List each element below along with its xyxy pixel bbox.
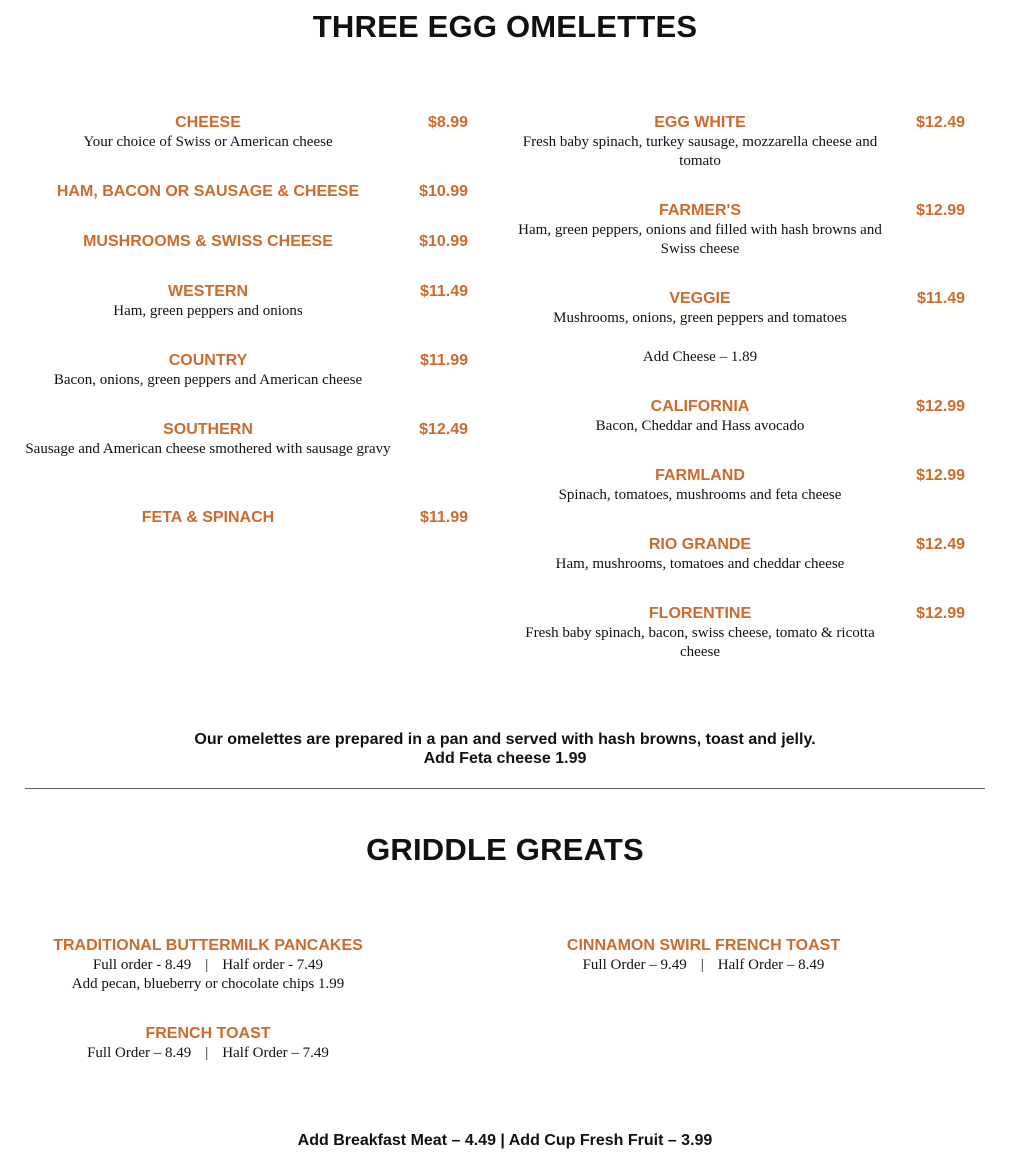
menu-item-california [512,397,977,466]
item-price: $12.49 [916,114,965,131]
veggie-addon: Add Cheese – 1.89 [642,349,758,365]
full-order: Full Order – 8.49 [87,1045,192,1061]
menu-item-ham-bacon-sausage [20,182,480,232]
omelettes-note-line2: Add Feta cheese 1.99 [423,750,587,767]
item-price: $12.99 [916,467,965,484]
item-name: TRADITIONAL BUTTERMILK PANCAKES [53,937,363,954]
item-description: Fresh baby spinach, turkey sausage, mozzarella cheese and tomato [522,134,878,169]
item-price: $8.99 [427,114,468,131]
item-name: FARMLAND [655,467,745,484]
separator: | [700,957,704,973]
menu-item-rio-grande [512,535,977,604]
cinnamon-order-sizes [512,956,895,975]
omelettes-note [0,730,1010,768]
menu-item-feta-spinach [20,508,480,538]
half-order: Half Order – 8.49 [717,957,825,973]
item-name: MUSHROOMS & SWISS CHEESE [83,233,333,250]
griddle-title: GRIDDLE GREATS [366,832,644,867]
item-price: $12.99 [916,202,965,219]
menu-item-farmers [512,201,977,289]
menu-item-egg-white [512,113,977,201]
menu-item-western [20,282,480,351]
item-description: Mushrooms, onions, green peppers and tomatoes [553,310,847,326]
section-divider [25,788,985,789]
menu-item-pancakes [20,936,396,994]
item-description: Ham, mushrooms, tomatoes and cheddar cheese [555,556,845,572]
item-price: $12.99 [916,605,965,622]
item-name: CINNAMON SWIRL FRENCH TOAST [566,937,841,954]
full-order: Full order - 8.49 [92,957,192,973]
item-price: $11.49 [419,283,468,300]
pancakes-order-sizes [20,956,396,975]
item-description: Sausage and American cheese smothered with sausage gravy [25,441,391,457]
item-name: FRENCH TOAST [145,1025,271,1042]
item-price: $12.49 [419,421,468,438]
item-price: $10.99 [419,183,468,200]
menu-item-french-toast [20,1024,396,1063]
item-description: Bacon, Cheddar and Hass avocado [595,418,805,434]
separator: | [205,957,209,973]
item-price: $11.99 [419,352,468,369]
pancakes-extra: Add pecan, blueberry or chocolate chips 1.99 [71,976,345,992]
item-name: SOUTHERN [163,421,253,438]
item-price: $11.49 [916,290,965,307]
item-price: $12.99 [916,398,965,415]
item-description: Your choice of Swiss or American cheese [83,134,333,150]
item-description: Ham, green peppers, onions and filled with hash browns and Swiss cheese [518,222,882,257]
item-price: $12.49 [916,536,965,553]
omelettes-left-column [20,113,480,538]
menu-item-florentine [512,604,977,664]
item-description: Bacon, onions, green peppers and American cheese [53,372,363,388]
omelettes-title: THREE EGG OMELETTES [312,9,698,44]
item-price: $11.99 [419,509,468,526]
separator: | [205,1045,209,1061]
half-order: Half Order – 7.49 [222,1045,329,1061]
full-order: Full Order – 9.49 [582,957,687,973]
item-name: FETA & SPINACH [141,509,275,526]
half-order: Half order - 7.49 [222,957,324,973]
item-name: FLORENTINE [648,605,752,622]
item-description: Ham, green peppers and onions [113,303,303,319]
item-name: VEGGIE [669,290,731,307]
griddle-footer: Add Breakfast Meat – 4.49 | Add Cup Fresh Fruit – 3.99 [297,1132,713,1149]
item-name: EGG WHITE [654,114,746,131]
item-name: COUNTRY [168,352,248,369]
omelettes-note-line1: Our omelettes are prepared in a pan and served with hash browns, toast and jelly. [194,731,816,748]
item-name: RIO GRANDE [648,536,752,553]
item-description: Spinach, tomatoes, mushrooms and feta cheese [558,487,842,503]
item-name: CALIFORNIA [650,398,750,415]
item-description: Fresh baby spinach, bacon, swiss cheese, tomato & ricotta cheese [525,625,875,660]
item-name: WESTERN [168,283,248,300]
item-name: CHEESE [175,114,241,131]
item-name: FARMER'S [658,202,742,219]
menu-item-veggie [512,289,977,397]
menu-item-cinnamon-swirl [512,936,895,975]
item-name: HAM, BACON OR SAUSAGE & CHEESE [56,183,360,200]
menu-item-country [20,351,480,420]
menu-item-farmland [512,466,977,535]
omelettes-right-column [512,113,977,664]
menu-item-cheese [20,113,480,182]
menu-item-southern [20,420,480,508]
menu-item-mushrooms-swiss [20,232,480,282]
item-price: $10.99 [419,233,468,250]
french-toast-order-sizes [20,1044,396,1063]
